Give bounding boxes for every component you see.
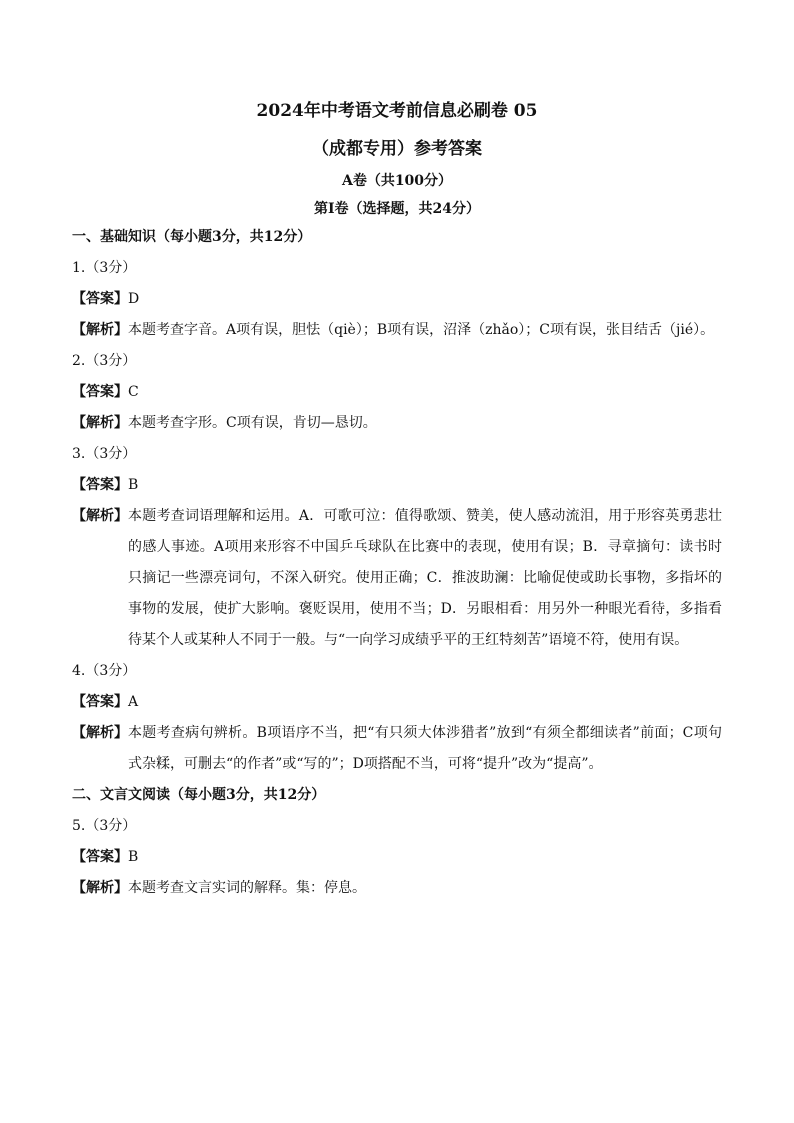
question-number: 3.（3分） — [72, 446, 137, 462]
analysis-text: 本题考查字形。C项有误，肯切—恳切。 — [128, 415, 377, 431]
answer-label: 【答案】 — [72, 694, 128, 710]
analysis-label: 【解析】 — [72, 880, 128, 896]
answer-value: B — [128, 849, 139, 865]
part1-heading: 第Ⅰ卷（选择题，共24分） — [313, 201, 481, 217]
analysis-row — [72, 315, 722, 346]
answer-value: C — [128, 384, 139, 400]
answer-value: A — [128, 694, 139, 710]
question-number: 1.（3分） — [72, 260, 137, 276]
analysis-text: 本题考查文言实词的解释。集：停息。 — [128, 880, 366, 896]
analysis-text: 本题考查病句辨析。B项语序不当，把“有只须大体涉猎者”放到“有须全都细读者”前面；C项句式杂糅，可删去“的作者”或“写的”；D项搭配不当，可将“提升”改为“提高”。 — [128, 725, 722, 772]
answer-row — [72, 284, 722, 315]
question-number: 4.（3分） — [72, 663, 137, 679]
section-heading-classical-reading: 二、文言文阅读（每小题3分，共12分） — [72, 787, 326, 803]
answer-row — [72, 377, 722, 408]
document-title: 2024年中考语文考前信息必刷卷 05 — [256, 101, 538, 121]
analysis-row — [72, 408, 722, 439]
section-heading-basic-knowledge: 一、基础知识（每小题3分，共12分） — [72, 229, 312, 245]
document-subtitle: （成都专用）参考答案 — [312, 139, 482, 159]
analysis-row — [72, 873, 722, 904]
analysis-label: 【解析】 — [72, 508, 128, 524]
answer-row — [72, 687, 722, 718]
answer-label: 【答案】 — [72, 477, 128, 493]
analysis-row — [72, 501, 722, 656]
analysis-label: 【解析】 — [72, 415, 128, 431]
analysis-text: 本题考查字音。A项有误，胆怯（qiè）；B项有误，沼泽（zhǎo）；C项有误，张目结舌（jié）。 — [128, 322, 715, 338]
paper-a-heading: A卷（共100分） — [341, 173, 453, 189]
answer-row — [72, 470, 722, 501]
question-number: 5.（3分） — [72, 818, 137, 834]
question-number: 2.（3分） — [72, 353, 137, 369]
analysis-label: 【解析】 — [72, 322, 128, 338]
answer-value: D — [128, 291, 140, 307]
answer-value: B — [128, 477, 139, 493]
answer-label: 【答案】 — [72, 291, 128, 307]
answer-label: 【答案】 — [72, 384, 128, 400]
analysis-row — [72, 718, 722, 780]
analysis-text: 本题考查词语理解和运用。A．可歌可泣：值得歌颂、赞美，使人感动流泪，用于形容英勇悲壮的感人事迹。A项用来形容不中国乒乓球队在比赛中的表现，使用有误；B．寻章摘句：读书时只摘记一些漂亮词句，不深入研究。使用正确；C．推波助澜：比喻促使或助长事物，多指坏的事物的发展，使扩大影响。褒贬误用，使用不当；D．另眼相看：用另外一种眼光看待，多指看待某个人或某种人不同于一般。与“一向学习成绩乎平的王红特刻苦”语境不符，使用有误。 — [128, 508, 722, 648]
analysis-label: 【解析】 — [72, 725, 128, 741]
answer-label: 【答案】 — [72, 849, 128, 865]
answer-row — [72, 842, 722, 873]
